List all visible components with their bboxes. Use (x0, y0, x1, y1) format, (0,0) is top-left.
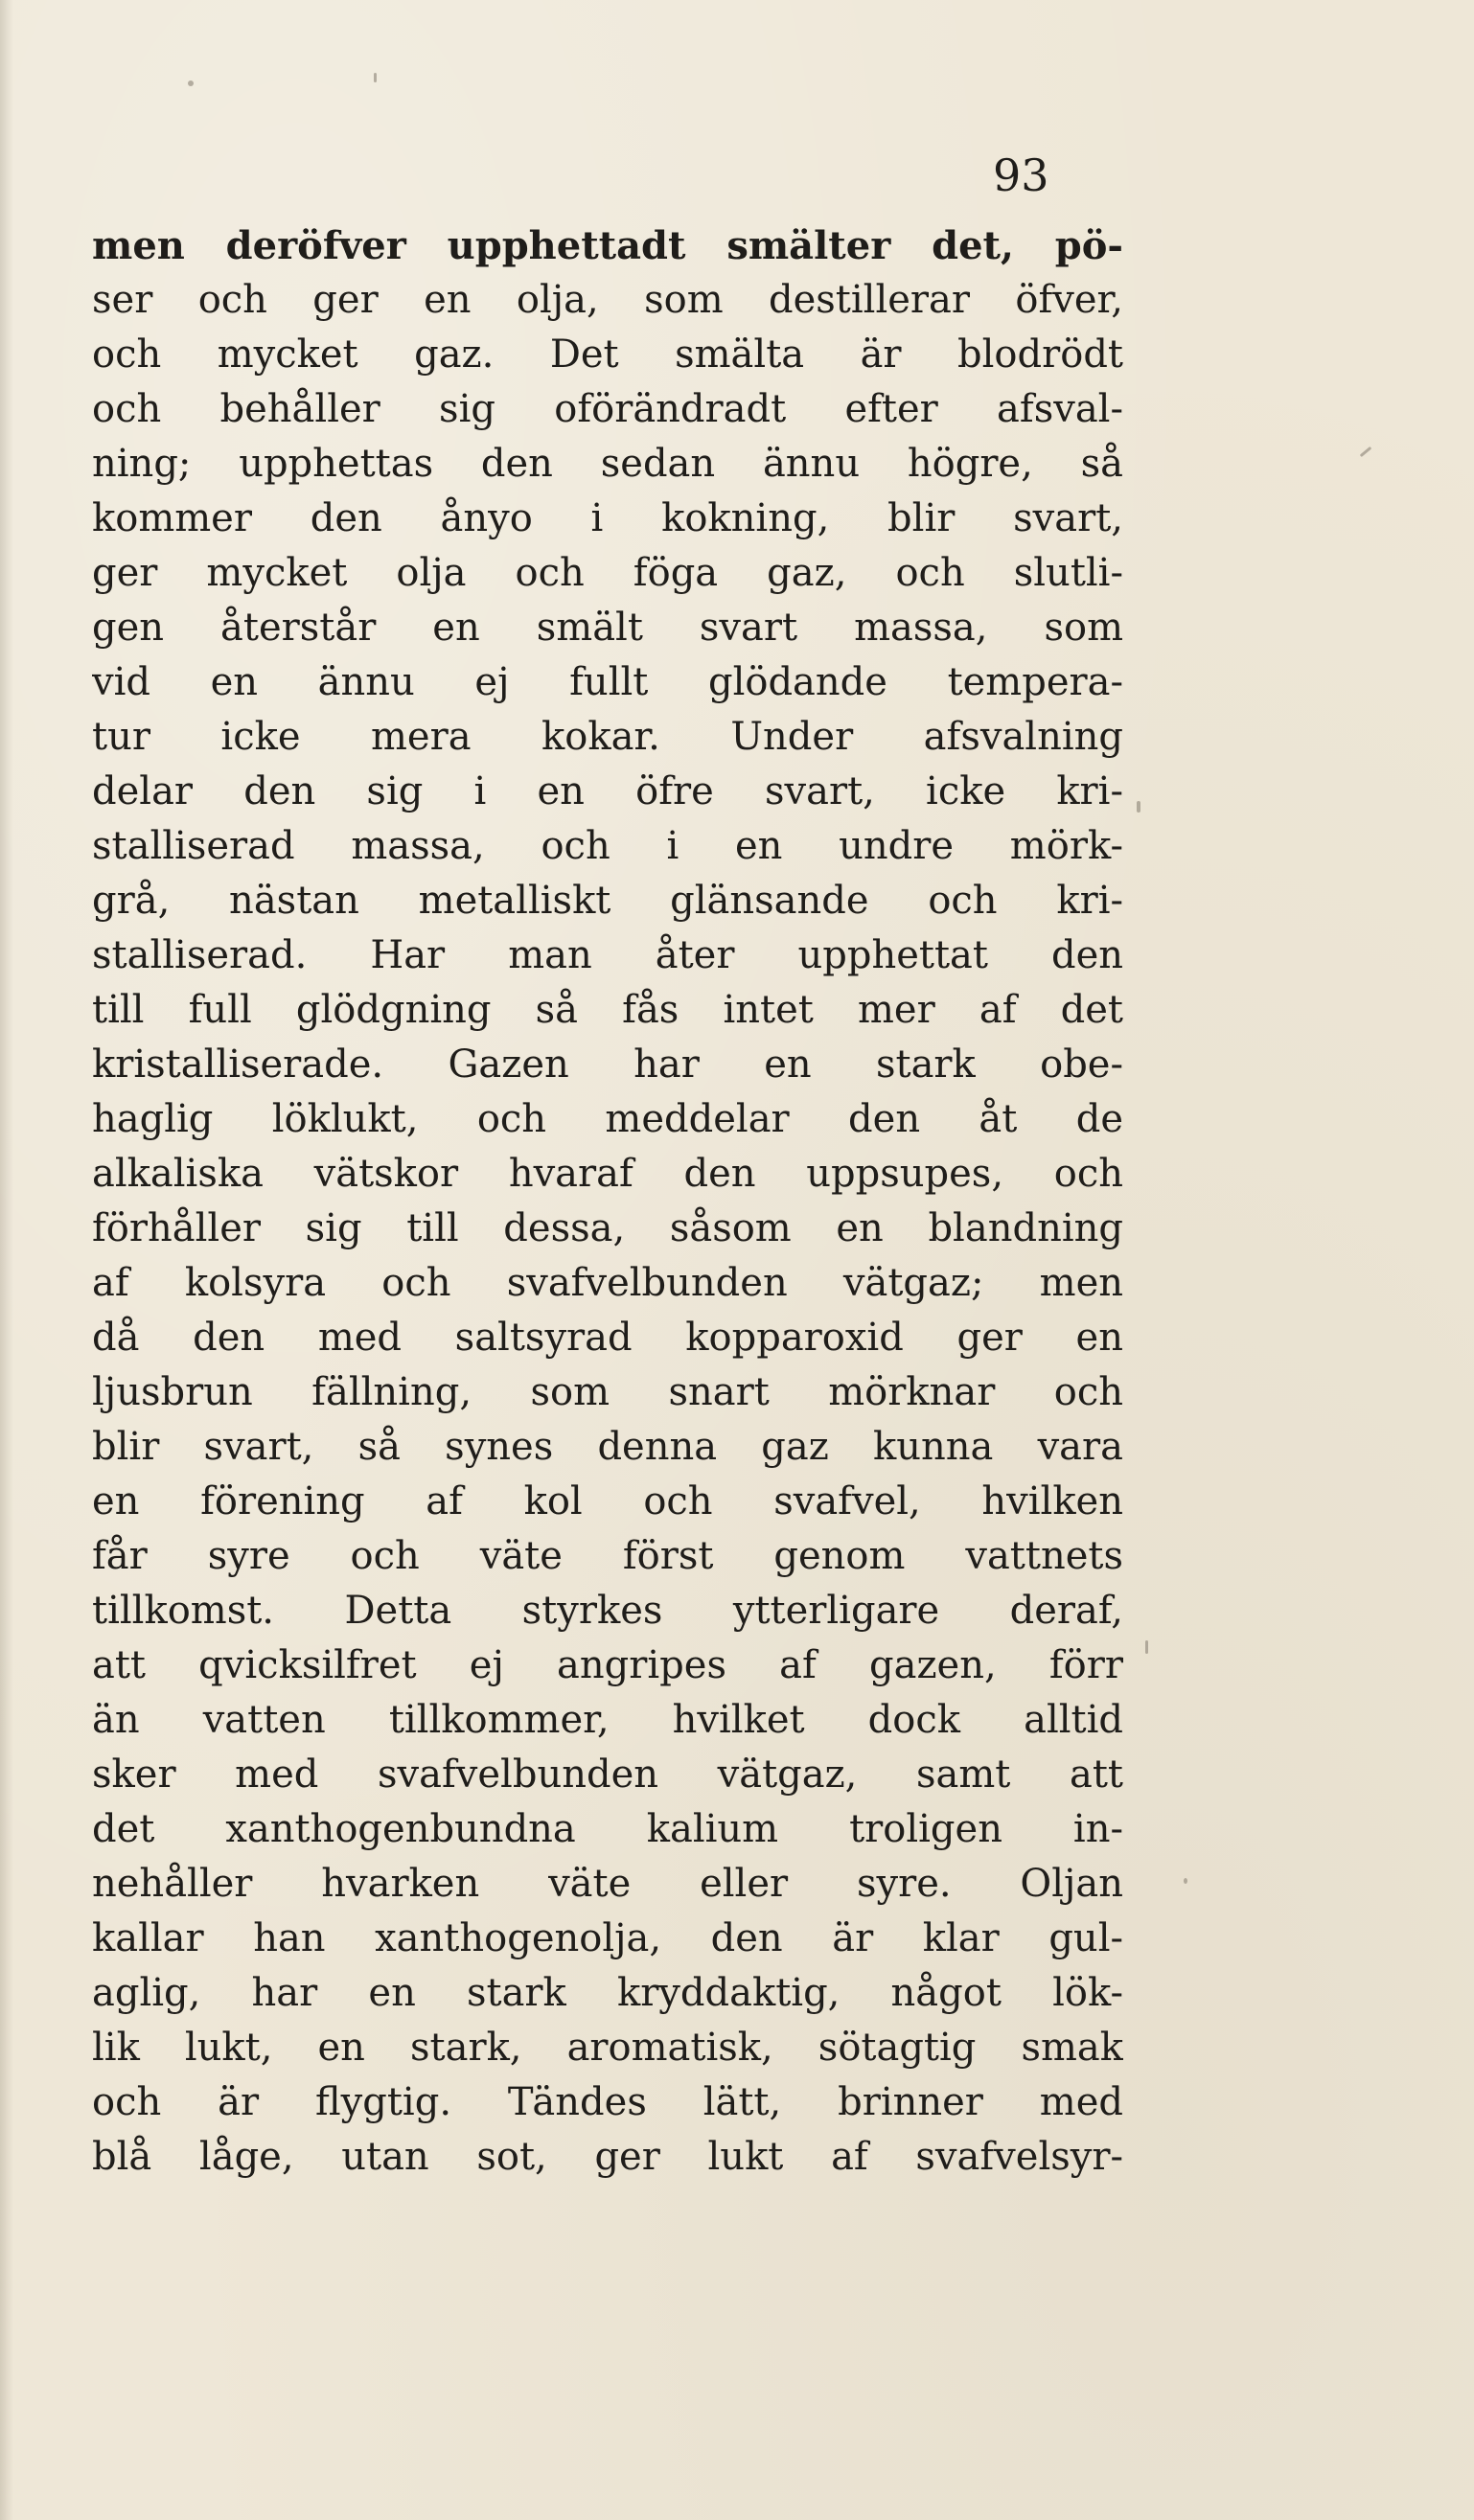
paper-speck (374, 73, 377, 82)
text-line: stalliserad. Har man åter upphettat den (92, 933, 1123, 977)
text-line: aglig, har en stark kryddaktig, något lök- (92, 1971, 1123, 2015)
text-line: kristalliserade. Gazen har en stark obe- (92, 1042, 1123, 1087)
text-line: nehåller hvarken väte eller syre. Oljan (92, 1862, 1123, 1906)
text-line: tur icke mera kokar. Under afsvalning (92, 715, 1123, 759)
text-line: delar den sig i en öfre svart, icke kri- (92, 769, 1123, 813)
text-line: vid en ännu ej fullt glödande tempera- (92, 660, 1123, 704)
text-line: och är flygtig. Tändes lätt, brinner med (92, 2080, 1123, 2124)
text-line: blir svart, så synes denna gaz kunna vara (92, 1425, 1123, 1469)
text-line: kommer den ånyo i kokning, blir svart, (92, 496, 1123, 540)
text-line: sker med svafvelbunden vätgaz, samt att (92, 1753, 1123, 1797)
paper-speck (188, 80, 194, 86)
text-line: af kolsyra och svafvelbunden vätgaz; men (92, 1261, 1123, 1305)
text-line: blå låge, utan sot, ger lukt af svafvelsyr- (92, 2135, 1123, 2179)
text-line: tillkomst. Detta styrkes ytterligare deraf, (92, 1589, 1123, 1633)
text-line: kallar han xanthogenolja, den är klar gul- (92, 1916, 1123, 1960)
text-line: det xanthogenbundna kalium troligen in- (92, 1807, 1123, 1851)
text-line: till full glödgning så fås intet mer af det (92, 988, 1123, 1032)
text-line: och behåller sig oförändradt efter afsval- (92, 387, 1123, 431)
paper-speck (1137, 801, 1140, 813)
text-line: ger mycket olja och föga gaz, och slutli- (92, 551, 1123, 595)
text-line: haglig löklukt, och meddelar den åt de (92, 1097, 1123, 1141)
text-line: stalliserad massa, och i en undre mörk- (92, 824, 1123, 868)
page-number: 93 (993, 149, 1049, 201)
text-line: en förening af kol och svafvel, hvilken (92, 1479, 1123, 1523)
text-line: då den med saltsyrad kopparoxid ger en (92, 1316, 1123, 1360)
text-line: ljusbrun fällning, som snart mörknar och (92, 1370, 1123, 1414)
text-line: grå, nästan metalliskt glänsande och kri- (92, 879, 1123, 923)
text-line: men deröfver upphettadt smälter det, pö- (92, 223, 1123, 268)
text-line: förhåller sig till dessa, såsom en blandning (92, 1206, 1123, 1250)
text-line: gen återstår en smält svart massa, som (92, 606, 1123, 650)
body-text (92, 218, 1123, 2185)
text-line: ser och ger en olja, som destillerar öfver, (92, 278, 1123, 322)
text-line: än vatten tillkommer, hvilket dock alltid (92, 1698, 1123, 1742)
text-line: alkaliska vätskor hvaraf den uppsupes, och (92, 1152, 1123, 1196)
paper-speck (1145, 1640, 1148, 1654)
text-line: ning; upphettas den sedan ännu högre, så (92, 442, 1123, 486)
text-line: lik lukt, en stark, aromatisk, sötagtig smak (92, 2026, 1123, 2070)
text-line: får syre och väte först genom vattnets (92, 1534, 1123, 1578)
paper-speck (1360, 447, 1372, 457)
paper-speck (1184, 1878, 1187, 1884)
text-line: och mycket gaz. Det smälta är blodrödt (92, 332, 1123, 377)
page-binding-edge (0, 0, 13, 2520)
text-line: att qvicksilfret ej angripes af gazen, förr (92, 1643, 1123, 1687)
